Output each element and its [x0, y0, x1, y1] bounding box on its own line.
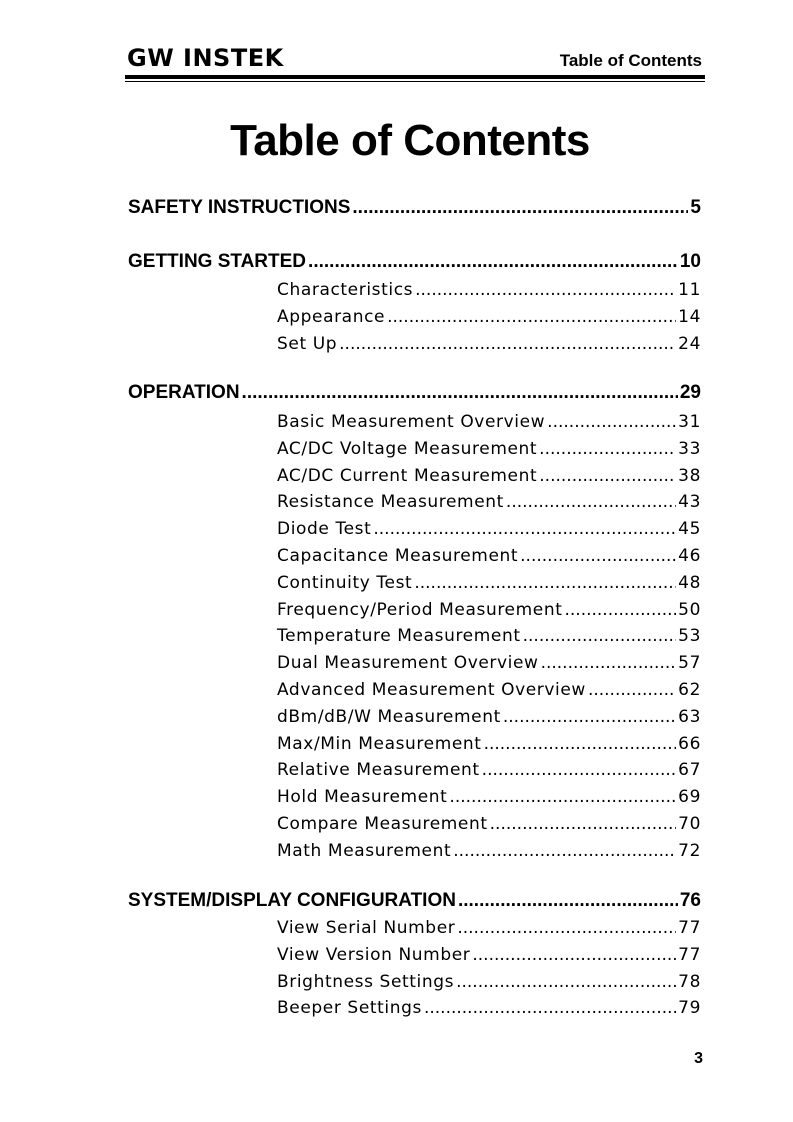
- toc-leader-dots: [453, 840, 676, 862]
- toc-section-label: Hold Measurement: [277, 787, 448, 808]
- toc-section[interactable]: [277, 411, 701, 433]
- toc-section-label: AC/DC Voltage Measurement: [277, 438, 538, 459]
- toc-section-page: 11: [678, 280, 701, 300]
- toc-section-page: 69: [678, 787, 701, 808]
- toc-section-label: Relative Measurement: [277, 760, 480, 781]
- toc-leader-dots: [588, 679, 676, 701]
- toc-section-page: 38: [678, 465, 701, 486]
- page-header: [127, 42, 705, 76]
- toc-section-page: 33: [678, 438, 701, 459]
- toc-section-label: View Serial Number: [277, 918, 456, 938]
- toc-leader-dots: [458, 889, 678, 913]
- toc-leader-dots: [539, 438, 676, 460]
- toc-section[interactable]: [277, 944, 701, 966]
- toc-section-label: Brightness Settings: [277, 971, 455, 992]
- toc-section-label: Capacitance Measurement: [277, 546, 519, 566]
- toc-leader-dots: [308, 250, 678, 274]
- toc-section-label: Temperature Measurement: [277, 626, 521, 647]
- toc-section[interactable]: [277, 733, 701, 755]
- toc-leader-dots: [339, 333, 676, 355]
- toc-section[interactable]: [277, 997, 701, 1019]
- toc-section-page: 48: [678, 572, 701, 593]
- toc-section[interactable]: [277, 917, 701, 939]
- toc-chapter[interactable]: [128, 889, 701, 913]
- toc-leader-dots: [352, 196, 688, 220]
- toc-section-page: 67: [678, 760, 701, 781]
- toc-leader-dots: [242, 381, 678, 405]
- gw-instek-logo: GW INSTEK: [127, 44, 284, 72]
- toc-chapter-label: SYSTEM/DISPLAY CONFIGURATION: [128, 890, 456, 911]
- toc-section-label: View Version Number: [277, 944, 471, 965]
- toc-section-page: 14: [678, 306, 701, 327]
- toc-section-label: dBm/dB/W Measurement: [277, 706, 501, 727]
- toc-section-page: 31: [678, 412, 701, 432]
- toc-chapter-page: 5: [690, 197, 701, 218]
- toc-leader-dots: [506, 491, 676, 513]
- toc-section[interactable]: [277, 279, 701, 301]
- toc-leader-dots: [449, 786, 676, 808]
- toc-section-label: Beeper Settings: [277, 998, 422, 1019]
- toc-leader-dots: [482, 759, 676, 781]
- toc-section[interactable]: [277, 759, 701, 781]
- toc-section-label: AC/DC Current Measurement: [277, 465, 538, 486]
- toc-section[interactable]: [277, 333, 701, 355]
- toc-section-page: 63: [678, 706, 701, 727]
- toc-chapter[interactable]: [128, 250, 701, 274]
- toc-section[interactable]: [277, 840, 701, 862]
- toc-section[interactable]: [277, 438, 701, 460]
- toc-section-label: Dual Measurement Overview: [277, 653, 539, 674]
- toc-chapter[interactable]: [128, 196, 701, 220]
- toc-section-label: Diode Test: [277, 519, 372, 540]
- toc-leader-dots: [503, 706, 676, 728]
- toc-section[interactable]: [277, 306, 701, 328]
- toc-chapter[interactable]: [128, 381, 701, 405]
- toc-chapter-page: 76: [679, 890, 701, 911]
- header-rule-thin: [125, 81, 705, 82]
- toc-section[interactable]: [277, 465, 701, 487]
- page-title: Table of Contents: [230, 116, 590, 165]
- toc-section-page: 45: [678, 519, 701, 540]
- toc-section[interactable]: [277, 786, 701, 808]
- toc-leader-dots: [541, 652, 677, 674]
- toc-chapter-label: SAFETY INSTRUCTIONS: [128, 197, 351, 218]
- toc-chapter-page: 29: [679, 382, 701, 403]
- toc-section-page: 72: [678, 840, 701, 861]
- toc-section-page: 77: [678, 918, 701, 938]
- toc-section[interactable]: [277, 518, 701, 540]
- toc-chapter-label: OPERATION: [128, 382, 240, 403]
- toc-section-label: Math Measurement: [277, 840, 452, 861]
- toc-leader-dots: [457, 917, 676, 939]
- toc-section-page: 77: [678, 944, 701, 965]
- toc-section[interactable]: [277, 971, 701, 993]
- toc-leader-dots: [539, 465, 676, 487]
- toc-section-label: Frequency/Period Measurement: [277, 599, 563, 620]
- toc-section-label: Set Up: [277, 333, 338, 354]
- toc-section-page: 50: [678, 599, 701, 620]
- toc-leader-dots: [414, 572, 676, 594]
- toc-section-page: 78: [678, 971, 701, 992]
- toc-leader-dots: [456, 971, 676, 993]
- toc-leader-dots: [490, 813, 677, 835]
- toc-section-label: Compare Measurement: [277, 814, 488, 834]
- toc-section[interactable]: [277, 813, 701, 835]
- toc-section-label: Resistance Measurement: [277, 492, 504, 513]
- toc-section-label: Appearance: [277, 306, 386, 327]
- header-rule-thick: [125, 75, 705, 79]
- toc-section-label: Characteristics: [277, 280, 414, 300]
- running-header-title: Table of Contents: [559, 51, 702, 70]
- toc-leader-dots: [484, 733, 677, 755]
- toc-section[interactable]: [277, 599, 701, 621]
- toc-section[interactable]: [277, 491, 701, 513]
- toc-section-label: Advanced Measurement Overview: [277, 680, 586, 700]
- toc-section-page: 24: [678, 333, 701, 354]
- page-number: 3: [694, 1050, 703, 1067]
- toc-leader-dots: [373, 518, 676, 540]
- toc-section-page: 57: [678, 653, 701, 674]
- toc-leader-dots: [564, 599, 676, 621]
- toc-section[interactable]: [277, 652, 701, 674]
- toc-leader-dots: [472, 944, 676, 966]
- toc-leader-dots: [520, 545, 676, 567]
- toc-section-label: Basic Measurement Overview: [277, 412, 546, 432]
- toc-section-page: 43: [678, 492, 701, 513]
- toc-leader-dots: [424, 997, 676, 1019]
- toc-leader-dots: [415, 279, 676, 301]
- toc-leader-dots: [387, 306, 676, 328]
- toc-chapter-page: 10: [679, 251, 701, 272]
- toc-section-label: Continuity Test: [277, 572, 413, 593]
- toc-chapter-label: GETTING STARTED: [128, 251, 307, 272]
- toc-section-page: 46: [678, 546, 701, 566]
- toc-section[interactable]: [277, 679, 701, 701]
- toc-section[interactable]: [277, 625, 701, 647]
- toc-section-page: 53: [678, 626, 701, 647]
- toc-leader-dots: [547, 411, 676, 433]
- toc-leader-dots: [523, 625, 677, 647]
- toc-section[interactable]: [277, 572, 701, 594]
- toc-section[interactable]: [277, 545, 701, 567]
- toc-section-label: Max/Min Measurement: [277, 733, 482, 754]
- toc-section-page: 66: [678, 733, 701, 754]
- toc-section-page: 62: [678, 680, 701, 700]
- toc-section[interactable]: [277, 706, 701, 728]
- toc-section-page: 79: [678, 998, 701, 1019]
- toc-section-page: 70: [678, 814, 701, 834]
